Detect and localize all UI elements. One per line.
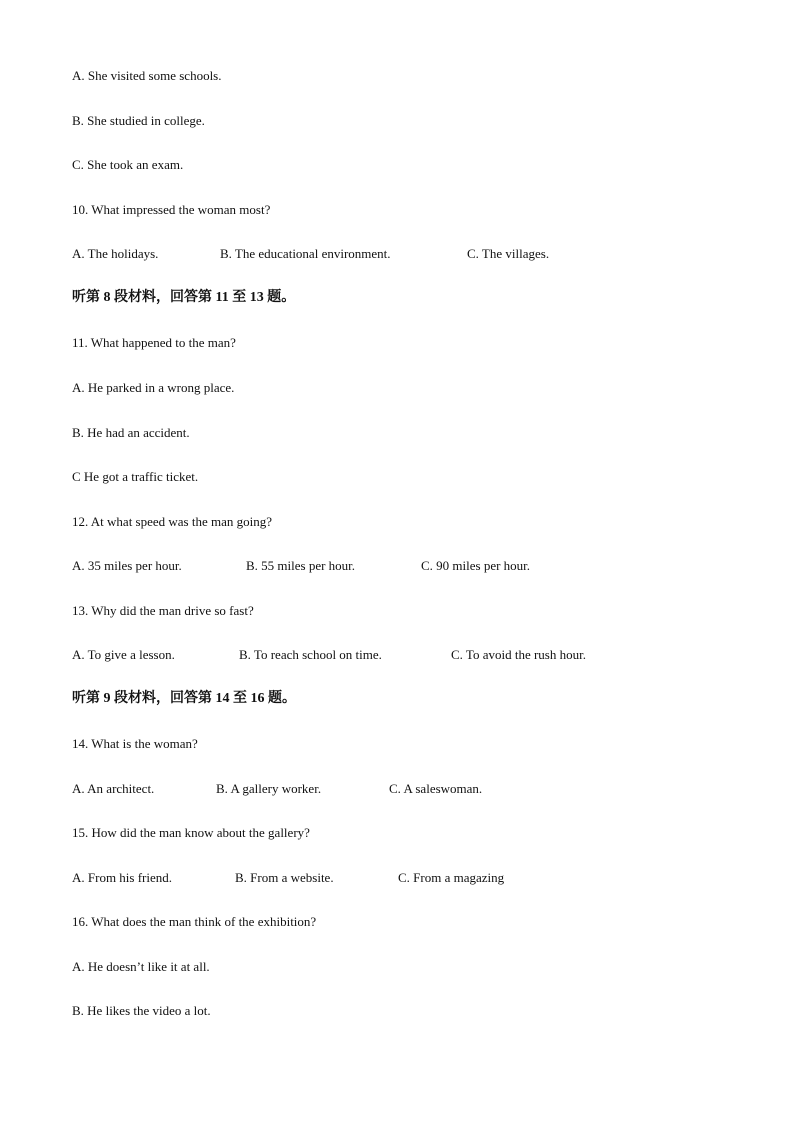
option-16a: A. He doesn’t like it at all.: [72, 959, 210, 974]
option-10b: B. The educational environment.: [220, 246, 391, 261]
question-16: 16. What does the man think of the exhibition?: [72, 914, 317, 929]
option-13a: A. To give a lesson.: [72, 647, 175, 662]
option-15b: B. From a website.: [235, 870, 334, 885]
option-15c: C. From a magazing: [398, 870, 505, 885]
option-9c: C. She took an exam.: [72, 157, 184, 172]
option-9a: A. She visited some schools.: [72, 68, 222, 83]
option-12a: A. 35 miles per hour.: [72, 558, 182, 573]
option-16b: B. He likes the video a lot.: [72, 1003, 211, 1018]
question-10: 10. What impressed the woman most?: [72, 202, 271, 217]
option-12b: B. 55 miles per hour.: [246, 558, 356, 573]
option-10a: A. The holidays.: [72, 246, 159, 261]
option-11a: A. He parked in a wrong place.: [72, 380, 235, 395]
option-11c: C He got a traffic ticket.: [72, 469, 199, 484]
section-header-8: 听第 8 段材料，回答第 11 至 13 题。: [72, 290, 296, 305]
question-14: 14. What is the woman?: [72, 736, 198, 751]
option-11b: B. He had an accident.: [72, 425, 190, 440]
section-header-9: 听第 9 段材料，回答第 14 至 16 题。: [72, 691, 296, 706]
option-10c: C. The villages.: [467, 246, 550, 261]
question-13: 13. Why did the man drive so fast?: [72, 603, 254, 618]
option-12c: C. 90 miles per hour.: [421, 558, 531, 573]
question-12: 12. At what speed was the man going?: [72, 514, 273, 529]
option-14b: B. A gallery worker.: [216, 781, 322, 796]
option-15a: A. From his friend.: [72, 870, 173, 885]
option-14c: C. A saleswoman.: [389, 781, 483, 796]
option-13c: C. To avoid the rush hour.: [451, 647, 586, 662]
question-11: 11. What happened to the man?: [72, 335, 236, 350]
option-9b: B. She studied in college.: [72, 113, 205, 128]
option-13b: B. To reach school on time.: [239, 647, 382, 662]
question-15: 15. How did the man know about the gallery?: [72, 825, 310, 840]
option-14a: A. An architect.: [72, 781, 155, 796]
